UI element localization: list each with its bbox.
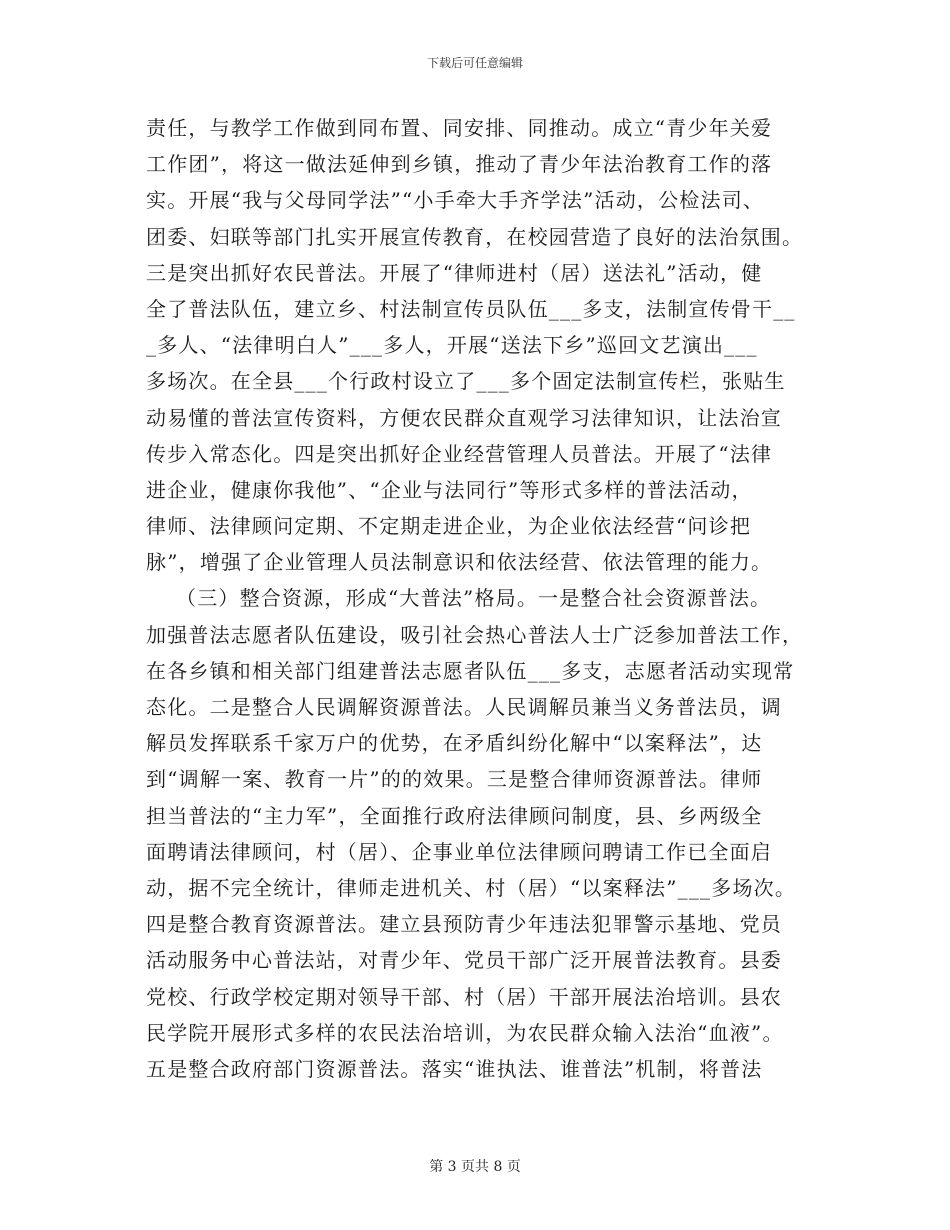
text-line: 动，据不完全统计，律师走进机关、村（居）“以案释法”___多场次。: [146, 875, 797, 900]
page-header: 下载后可任意编辑: [426, 56, 523, 70]
text-line: 面聘请法律顾问，村（居）、企事业单位法律顾问聘请工作已全面启: [146, 839, 772, 864]
text-line: 四是整合教育资源普法。建立县预防青少年违法犯罪警示基地、党员: [146, 912, 782, 937]
text-line: 责任，与教学工作做到同布置、同安排、同推动。成立“青少年关爱: [146, 116, 773, 140]
text-line: 实。开展“我与父母同学法”“小手牵大手齐学法”活动，公检法司、: [146, 188, 765, 213]
text-line: 解员发挥联系千家万户的优势，在矛盾纠纷化解中“以案释法”，达: [146, 731, 763, 756]
text-line: 传步入常态化。四是突出抓好企业经营管理人员普法。开展了“法律: [146, 441, 773, 466]
text-line: 民学院开展形式多样的农民法治培训，为农民群众输入法治“血液”。: [146, 1020, 784, 1045]
text-line: 多场次。在全县___个行政村设立了___多个固定法制宣传栏，张贴生: [146, 369, 786, 394]
page-footer: 第 3 页共 8 页: [429, 1159, 521, 1175]
text-line: 五是整合政府部门资源普法。落实“谁执法、谁普法”机制，将普法: [146, 1056, 763, 1081]
section-heading-line: （三）整合资源，形成“大普法”格局。一是整合社会资源普法。: [176, 586, 772, 611]
text-line: 工作团”，将这一做法延伸到乡镇，推动了青少年法治教育工作的落: [146, 152, 773, 177]
body-text: [146, 110, 806, 1087]
text-line: 进企业，健康你我他”、“企业与法同行”等形式多样的普法活动，: [146, 477, 753, 502]
text-line: 动易懂的普法宣传资料，方便农民群众直观学习法律知识，让法治宣: [146, 405, 782, 430]
text-line: 在各乡镇和相关部门组建普法志愿者队伍___多支，志愿者活动实现常: [146, 658, 795, 683]
text-line: 全了普法队伍，建立乡、村法制宣传员队伍___多支，法制宣传骨干__: [146, 296, 796, 321]
text-line: 团委、妇联等部门扎实开展宣传教育，在校园营造了良好的法治氛围。: [146, 224, 804, 249]
text-line: 律师、法律顾问定期、不定期走进企业，为企业依法经营“问诊把: [146, 514, 752, 539]
text-line: 加强普法志愿者队伍建设，吸引社会热心普法人士广泛参加普法工作，: [146, 622, 804, 647]
text-line: 到“调解一案、教育一片”的的效果。三是整合律师资源普法。律师: [146, 767, 763, 792]
text-line: 三是突出抓好农民普法。开展了“律师进村（居）送法礼”活动，健: [146, 260, 763, 285]
text-line: 活动服务中心普法站，对青少年、党员干部广泛开展普法教育。县委: [146, 948, 782, 973]
text-line: 态化。二是整合人民调解资源普法。人民调解员兼当义务普法员，调: [146, 695, 782, 719]
text-line: 担当普法的“主力军”，全面推行政府法律顾问制度，县、乡两级全: [146, 803, 763, 828]
text-line: 脉”，增强了企业管理人员法制意识和依法经营、依法管理的能力。: [146, 550, 773, 575]
text-line: 党校、行政学校定期对领导干部、村（居）干部开展法治培训。县农: [146, 984, 782, 1009]
text-line: _多人、“法律明白人”___多人，开展“送法下乡”巡回文艺演出___: [146, 333, 758, 358]
